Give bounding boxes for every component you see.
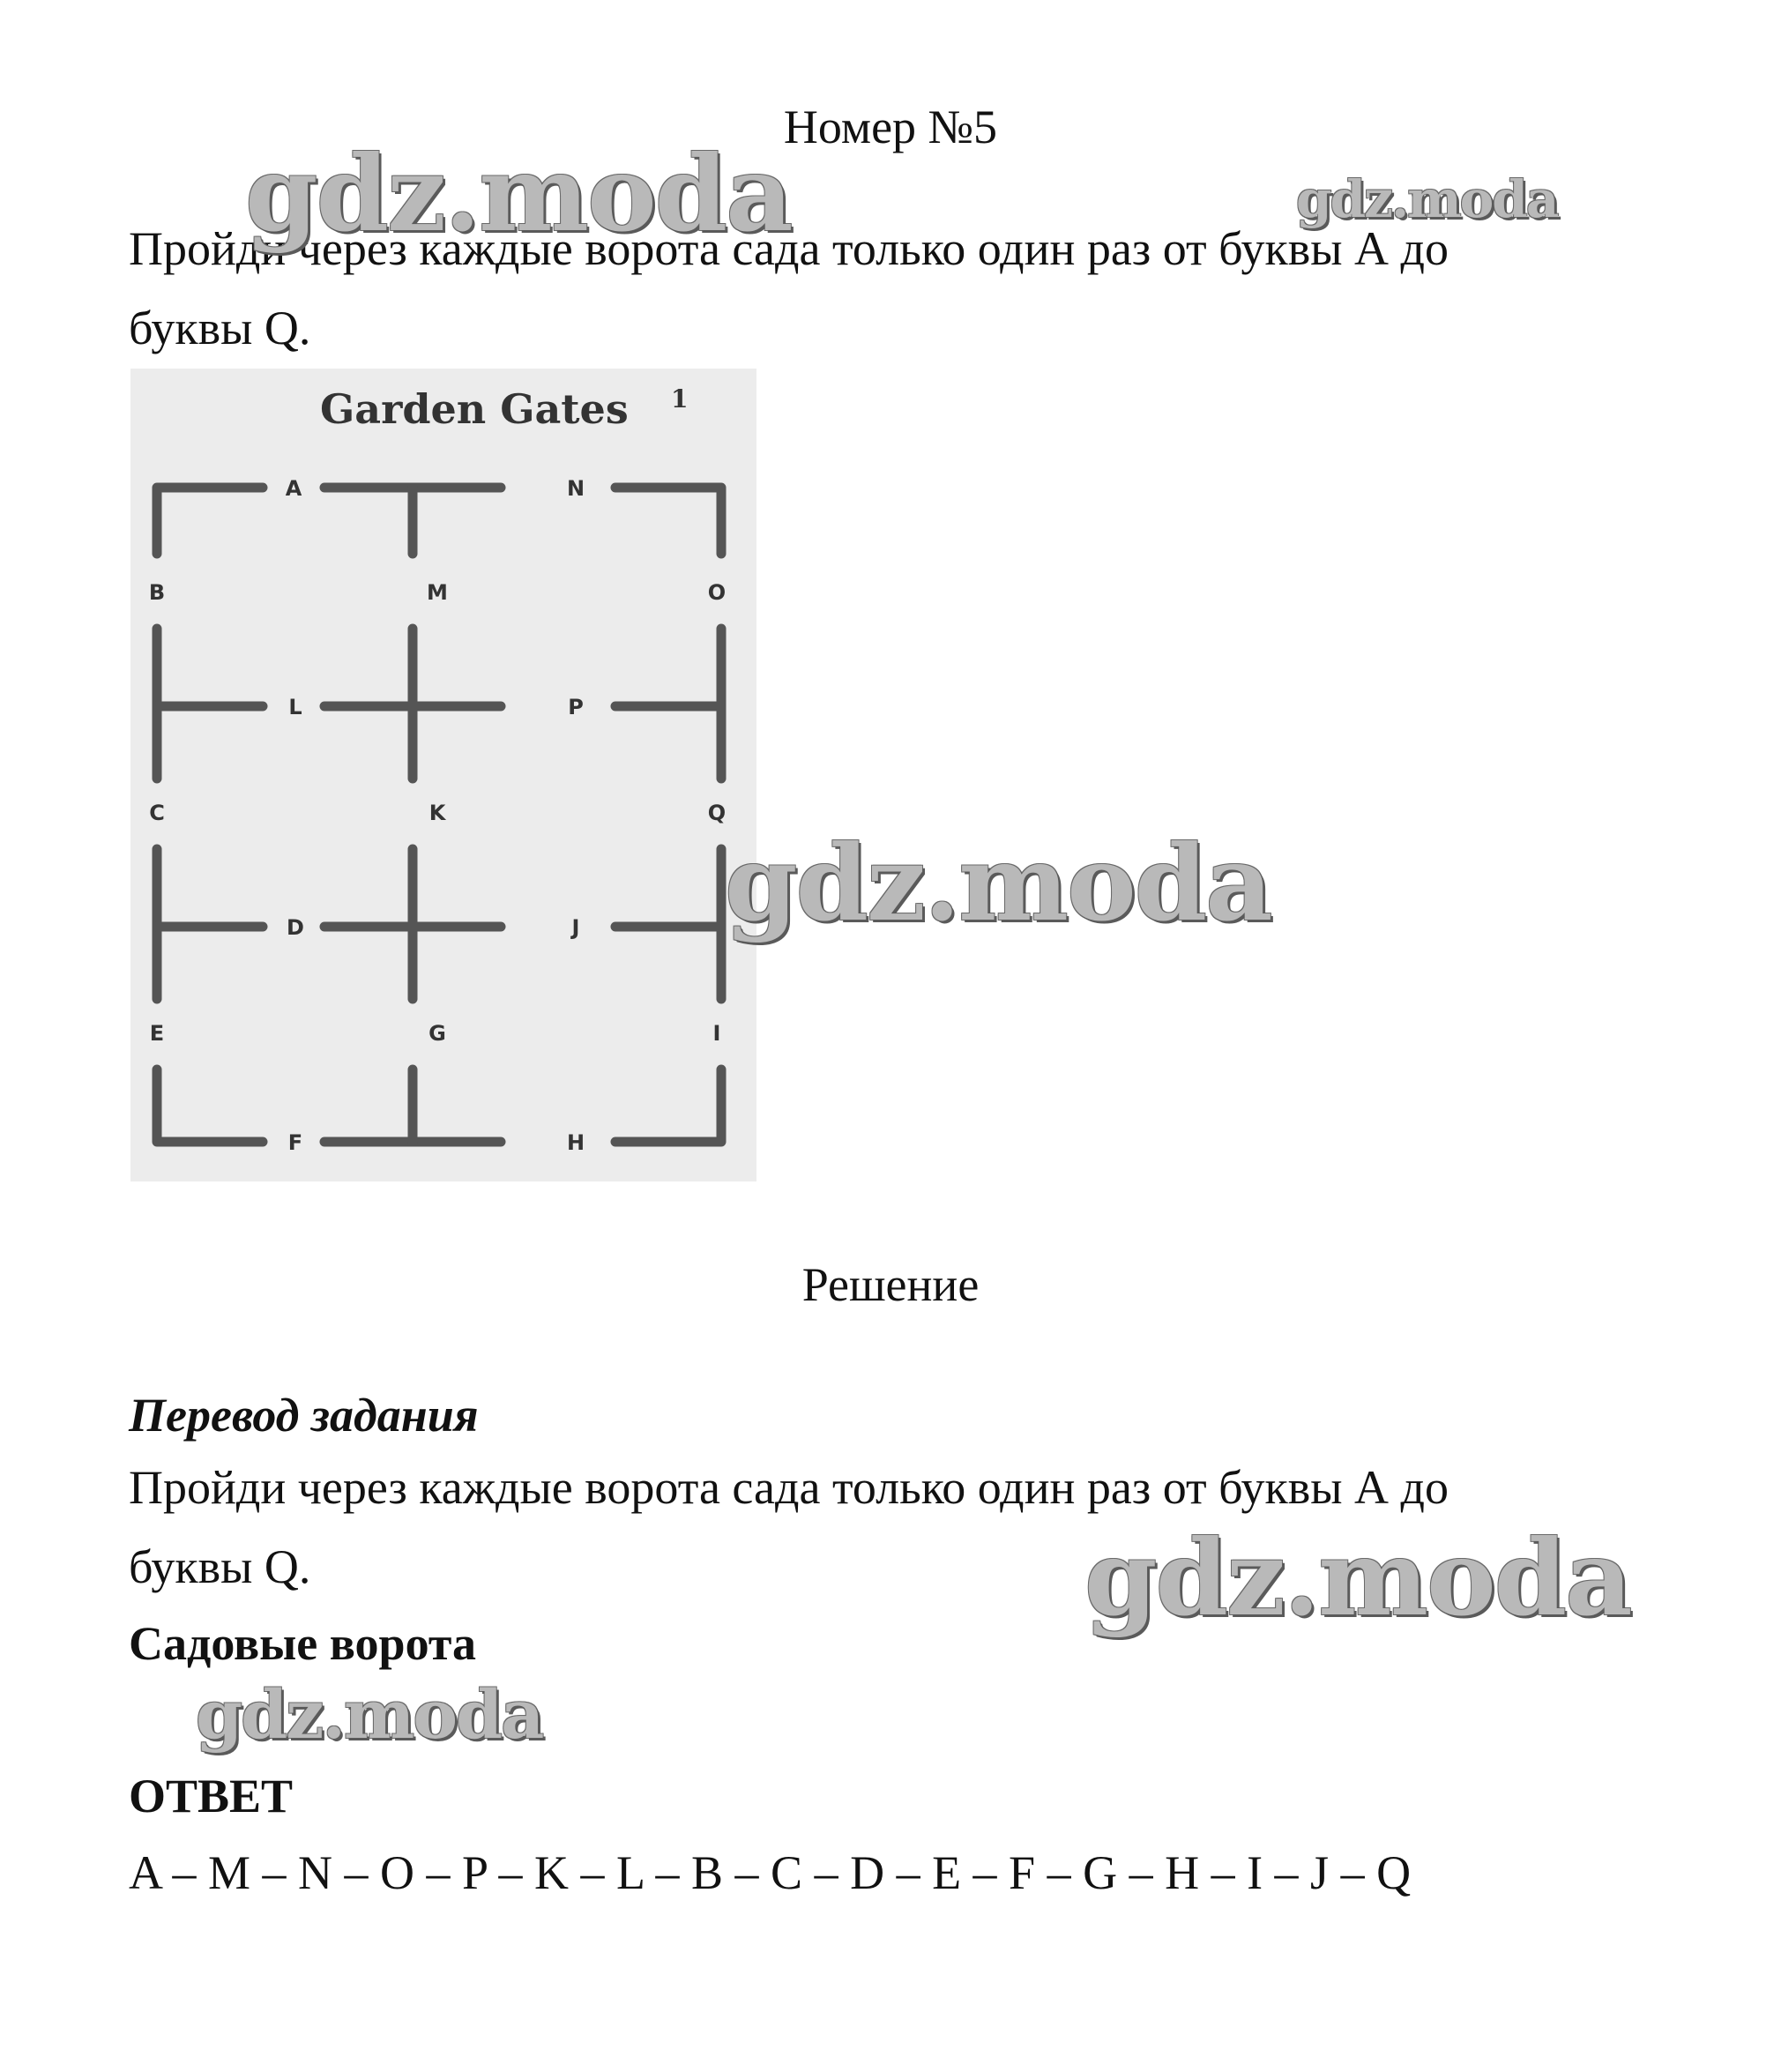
task-text-line-1: Пройди через каждые ворота сада только один раз от буквы А до	[129, 222, 1449, 275]
gate-label-c: C	[149, 801, 165, 825]
gate-label-i: I	[712, 1021, 721, 1046]
gate-label-j: J	[571, 915, 580, 940]
translation-line-2: буквы Q.	[129, 1540, 311, 1593]
wall-bottom-right	[615, 1070, 721, 1142]
answer-heading: ОТВЕТ	[129, 1770, 294, 1822]
figure-title: Garden Gates	[320, 385, 629, 433]
garden-gates-figure	[130, 369, 756, 1181]
watermark: gdz.moda	[1084, 1517, 1631, 1639]
gate-label-k: K	[428, 801, 446, 825]
answer-sequence: A – M – N – O – P – K – L – B – C – D – E – F – G – H – I – J – Q	[129, 1846, 1412, 1899]
task-text-line-2: буквы Q.	[129, 302, 311, 354]
wall-top-left	[157, 488, 263, 554]
translation-line-1: Пройди через каждые ворота сада только один раз от буквы А до	[129, 1461, 1449, 1514]
page-title: Номер №5	[783, 101, 998, 153]
solution-heading: Решение	[801, 1258, 980, 1311]
watermark: gdz.moda	[196, 1675, 543, 1754]
gate-label-h: H	[566, 1130, 585, 1155]
wall-top-right	[615, 488, 721, 554]
figure-title-translation: Садовые ворота	[129, 1617, 477, 1670]
watermark: gdz.moda	[1296, 169, 1558, 229]
gate-label-e: E	[149, 1021, 165, 1046]
gate-label-d: D	[287, 915, 304, 940]
gate-label-o: O	[707, 580, 727, 605]
gate-label-g: G	[428, 1021, 446, 1046]
figure-footnote-mark: 1	[671, 384, 689, 414]
translation-heading: Перевод задания	[129, 1389, 479, 1442]
wall-bottom-left	[157, 1070, 263, 1142]
gate-label-n: N	[566, 476, 585, 501]
gate-label-f: F	[287, 1130, 303, 1155]
gate-label-l: L	[288, 695, 302, 719]
gate-label-q: Q	[707, 801, 727, 825]
watermark: gdz.moda	[725, 822, 1271, 944]
gate-label-b: B	[148, 580, 166, 605]
gate-label-p: P	[568, 695, 584, 719]
gate-label-a: A	[285, 476, 302, 501]
watermark: gdz.moda	[245, 132, 792, 255]
gate-label-m: M	[427, 580, 448, 605]
